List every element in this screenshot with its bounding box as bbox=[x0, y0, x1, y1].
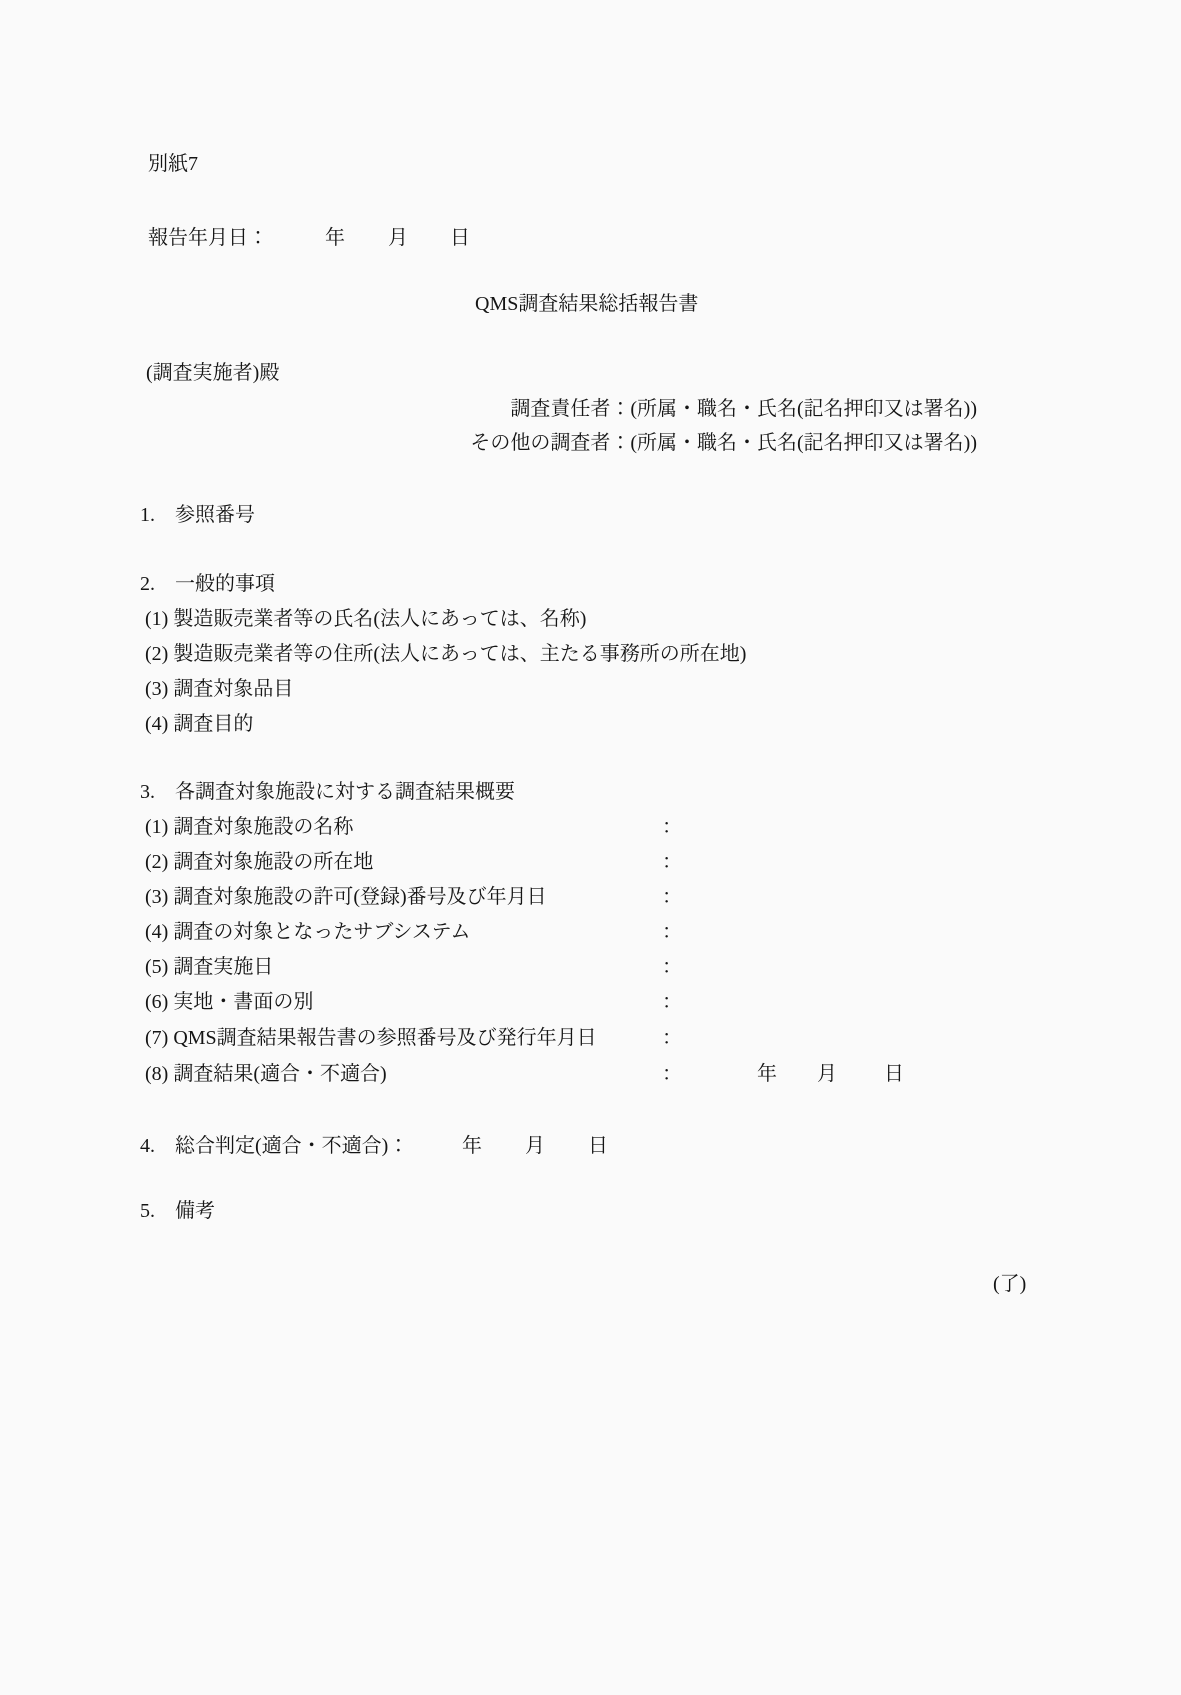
section-3-item-8-label: (8) 調査結果(適合・不適合) bbox=[145, 1063, 387, 1085]
judgment-year-label: 年 bbox=[462, 1135, 482, 1157]
section-3-item-6-colon: ： bbox=[662, 991, 682, 1013]
section-2-item-4: (4) 調査目的 bbox=[145, 713, 254, 735]
section-2-item-1: (1) 製造販売業者等の氏名(法人にあっては、名称) bbox=[145, 608, 587, 630]
result-month-label: 月 bbox=[817, 1063, 837, 1085]
section-3-item-4-label: (4) 調査の対象となったサブシステム bbox=[145, 921, 471, 943]
end-mark: (了) bbox=[993, 1273, 1027, 1295]
section-3-item-8-colon: ： bbox=[662, 1063, 682, 1085]
other-inspector-signature-line: その他の調査者：(所属・職名・氏名(記名押印又は署名)) bbox=[470, 432, 977, 454]
section-2-item-3: (3) 調査対象品目 bbox=[145, 678, 294, 700]
section-3-item-7-colon: ： bbox=[662, 1027, 682, 1049]
section-5-heading: 5. 備考 bbox=[140, 1200, 215, 1222]
section-3-item-1-colon: ： bbox=[662, 816, 682, 838]
lead-inspector-signature-line: 調査責任者：(所属・職名・氏名(記名押印又は署名)) bbox=[510, 398, 977, 420]
section-2-heading: 2. 一般的事項 bbox=[140, 573, 275, 595]
judgment-month-label: 月 bbox=[525, 1135, 545, 1157]
addressee-line: (調査実施者)殿 bbox=[146, 362, 280, 384]
section-3-item-5-label: (5) 調査実施日 bbox=[145, 956, 274, 978]
report-date-year-label: 年 bbox=[325, 227, 345, 249]
judgment-day-label: 日 bbox=[588, 1135, 608, 1157]
section-2-item-2: (2) 製造販売業者等の住所(法人にあっては、主たる事務所の所在地) bbox=[145, 643, 747, 665]
section-3-item-7-label: (7) QMS調査結果報告書の参照番号及び発行年月日 bbox=[145, 1027, 597, 1049]
section-3-heading: 3. 各調査対象施設に対する調査結果概要 bbox=[140, 781, 515, 803]
section-1-heading: 1. 参照番号 bbox=[140, 504, 255, 526]
result-day-label: 日 bbox=[884, 1063, 904, 1085]
section-3-item-3-colon: ： bbox=[662, 886, 682, 908]
section-3-item-1-label: (1) 調査対象施設の名称 bbox=[145, 816, 354, 838]
report-date-day-label: 日 bbox=[450, 227, 470, 249]
report-date-month-label: 月 bbox=[388, 227, 408, 249]
document-title: QMS調査結果総括報告書 bbox=[475, 293, 699, 315]
section-3-item-5-colon: ： bbox=[662, 956, 682, 978]
section-3-item-2-colon: ： bbox=[662, 851, 682, 873]
section-3-item-3-label: (3) 調査対象施設の許可(登録)番号及び年月日 bbox=[145, 886, 547, 908]
report-date-label: 報告年月日： bbox=[148, 227, 268, 249]
section-3-item-4-colon: ： bbox=[662, 921, 682, 943]
attachment-label: 別紙7 bbox=[148, 153, 198, 175]
result-year-label: 年 bbox=[757, 1063, 777, 1085]
section-3-item-6-label: (6) 実地・書面の別 bbox=[145, 991, 314, 1013]
section-4-heading: 4. 総合判定(適合・不適合)： bbox=[140, 1135, 409, 1157]
section-3-item-2-label: (2) 調査対象施設の所在地 bbox=[145, 851, 374, 873]
